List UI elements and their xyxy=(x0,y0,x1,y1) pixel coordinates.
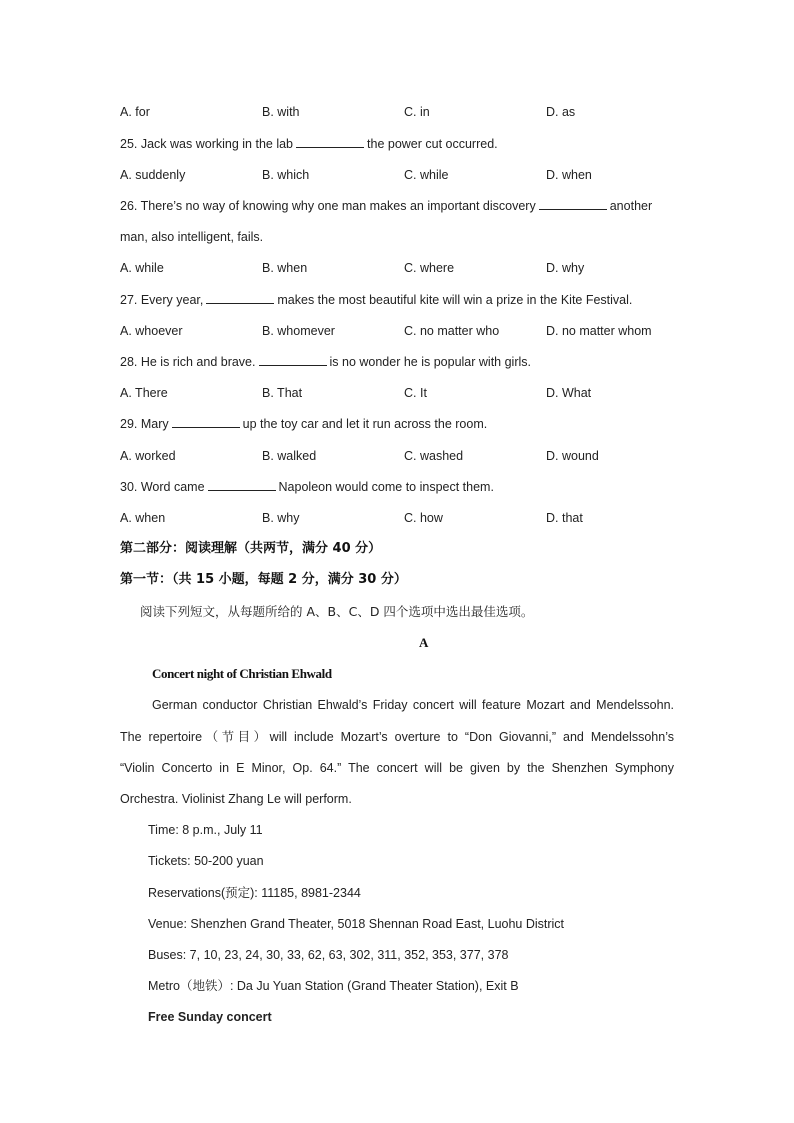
option-b: B. when xyxy=(262,261,308,275)
answer-blank xyxy=(259,354,327,366)
question-text: Napoleon would come to inspect them. xyxy=(278,480,494,494)
detail-tickets: Tickets: 50-200 yuan xyxy=(148,854,264,868)
detail-reservations: Reservations(预定): 11185, 8981-2344 xyxy=(148,886,361,900)
option-c: C. how xyxy=(404,511,443,525)
option-a: A. while xyxy=(120,261,164,275)
question-text: 29. Mary xyxy=(120,417,169,431)
answer-blank xyxy=(172,416,240,428)
paragraph-line: The repertoire（节目）will include Mozart’s overture to “Don Giovanni,” and Mendelssohn’s xyxy=(120,730,674,744)
question-25 xyxy=(120,136,498,152)
section1-heading: 第一节：（共 15 小题，每题 2 分，满分 30 分） xyxy=(120,572,407,587)
question-text: up the toy car and let it run across the room. xyxy=(242,417,488,431)
passage-label: A xyxy=(419,635,429,650)
option-d: D. that xyxy=(546,511,583,525)
paragraph-line: “Violin Concerto in E Minor, Op. 64.” The concert will be given by the Shenzhen Symphony xyxy=(120,761,674,775)
question-text: 28. He is rich and brave. xyxy=(120,355,256,369)
option-b: B. That xyxy=(262,386,303,400)
option-b: B. why xyxy=(262,511,300,525)
answer-blank xyxy=(296,136,364,148)
question-text: 26. There’s no way of knowing why one man makes an important discovery xyxy=(120,199,536,213)
answer-blank xyxy=(206,292,274,304)
question-26 xyxy=(120,198,652,214)
option-a: A. for xyxy=(120,105,150,119)
option-c: C. where xyxy=(404,261,455,275)
option-d: D. What xyxy=(546,386,592,400)
question-text: makes the most beautiful kite will win a prize in the Kite Festival. xyxy=(277,293,633,307)
option-c: C. no matter who xyxy=(404,324,500,338)
question-text: another xyxy=(609,199,653,213)
option-b: B. walked xyxy=(262,449,317,463)
question-text: 27. Every year, xyxy=(120,293,204,307)
answer-blank xyxy=(208,479,276,491)
passage-title: Concert night of Christian Ehwald xyxy=(152,666,332,681)
question-30 xyxy=(120,479,494,495)
option-d: D. when xyxy=(546,168,592,182)
option-b: B. with xyxy=(262,105,300,119)
option-c: C. It xyxy=(404,386,427,400)
part2-heading: 第二部分：阅读理解（共两节，满分 40 分） xyxy=(120,541,382,556)
option-a: A. when xyxy=(120,511,166,525)
option-d: D. as xyxy=(546,105,576,119)
question-text: 25. Jack was working in the lab xyxy=(120,137,294,151)
option-d: D. wound xyxy=(546,449,599,463)
option-a: A. suddenly xyxy=(120,168,186,182)
instructions: 阅读下列短文，从每题所给的 A、B、C、D 四个选项中选出最佳选项。 xyxy=(140,604,534,619)
option-a: A. worked xyxy=(120,449,176,463)
free-sunday-heading: Free Sunday concert xyxy=(148,1010,272,1024)
detail-venue: Venue: Shenzhen Grand Theater, 5018 Shennan Road East, Luohu District xyxy=(148,917,565,931)
question-26-line2: man, also intelligent, fails. xyxy=(120,230,264,244)
option-d: D. no matter whom xyxy=(546,324,652,338)
option-c: C. while xyxy=(404,168,449,182)
option-d: D. why xyxy=(546,261,585,275)
question-text: the power cut occurred. xyxy=(367,137,498,151)
question-29 xyxy=(120,416,487,432)
paragraph-line: Orchestra. Violinist Zhang Le will perform. xyxy=(120,792,352,806)
question-28 xyxy=(120,354,531,370)
option-b: B. which xyxy=(262,168,310,182)
option-a: A. whoever xyxy=(120,324,183,338)
option-c: C. in xyxy=(404,105,430,119)
question-text: is no wonder he is popular with girls. xyxy=(329,355,531,369)
question-text: 30. Word came xyxy=(120,480,205,494)
detail-metro: Metro（地铁）: Da Ju Yuan Station (Grand Theater Station), Exit B xyxy=(148,979,519,993)
detail-time: Time: 8 p.m., July 11 xyxy=(148,823,263,837)
option-c: C. washed xyxy=(404,449,464,463)
paragraph-line: German conductor Christian Ehwald’s Friday concert will feature Mozart and Mendelssohn. xyxy=(152,698,674,712)
question-27 xyxy=(120,292,632,308)
answer-blank xyxy=(539,198,607,210)
option-a: A. There xyxy=(120,386,168,400)
detail-buses: Buses: 7, 10, 23, 24, 30, 33, 62, 63, 302, 311, 352, 353, 377, 378 xyxy=(148,948,509,962)
option-b: B. whomever xyxy=(262,324,335,338)
